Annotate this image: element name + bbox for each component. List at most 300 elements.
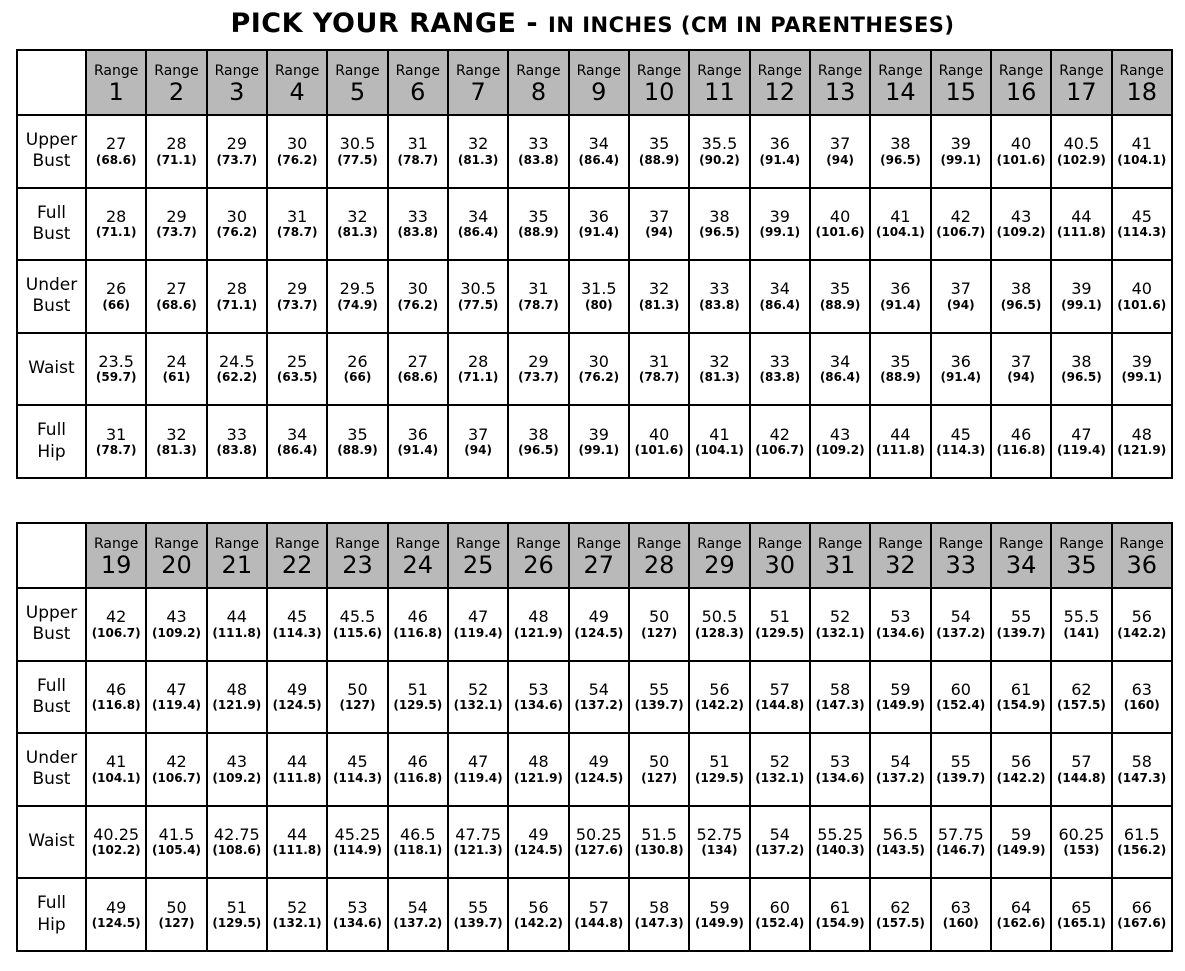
value-inches: 35 xyxy=(528,206,549,226)
value-cm: (167.6) xyxy=(1117,915,1167,930)
value-inches: 43 xyxy=(166,607,187,627)
range-number: 11 xyxy=(704,77,735,106)
value-cm: (144.8) xyxy=(1056,770,1106,785)
value-cm: (76.2) xyxy=(276,152,318,167)
value-inches: 27 xyxy=(166,279,187,299)
value-cm: (124.5) xyxy=(91,915,141,930)
value-cm: (81.3) xyxy=(337,225,378,240)
measurement-cell xyxy=(629,260,689,333)
value-inches: 24 xyxy=(166,351,187,371)
value-inches: 51.5 xyxy=(641,824,677,844)
value-cm: (132.1) xyxy=(755,770,805,785)
value-cm: (86.4) xyxy=(457,225,499,240)
value-inches: 27 xyxy=(105,134,127,154)
value-cm: (137.2) xyxy=(574,698,624,713)
value-inches: 42 xyxy=(105,607,127,627)
value-inches: 48 xyxy=(1131,424,1152,444)
range-header-cell xyxy=(689,50,749,115)
value-cm: (96.5) xyxy=(1000,297,1042,312)
range-number: 20 xyxy=(161,550,192,579)
measurement-cell xyxy=(1112,806,1172,879)
measurement-cell xyxy=(327,733,387,806)
value-inches: 32 xyxy=(166,424,187,444)
value-inches: 62 xyxy=(1071,679,1092,699)
measurement-cell xyxy=(931,333,991,406)
value-cm: (78.7) xyxy=(276,225,318,240)
range-word: Range xyxy=(636,535,682,552)
value-inches: 41 xyxy=(1131,134,1152,154)
value-inches: 46.5 xyxy=(399,824,436,844)
size-table-ranges-19-36 xyxy=(16,522,1173,952)
value-inches: 55 xyxy=(1010,607,1032,627)
measurement-cell xyxy=(991,878,1051,951)
measurement-cell xyxy=(750,115,810,188)
value-inches: 54 xyxy=(407,897,428,917)
range-number: 15 xyxy=(945,77,977,106)
value-inches: 48 xyxy=(528,752,549,772)
value-cm: (132.1) xyxy=(815,625,865,640)
range-number: 7 xyxy=(470,77,486,106)
range-word: Range xyxy=(1119,535,1164,552)
range-number: 35 xyxy=(1066,550,1097,579)
value-inches: 47 xyxy=(467,752,489,772)
value-inches: 62 xyxy=(890,897,911,917)
value-cm: (91.4) xyxy=(940,370,982,385)
value-inches: 60 xyxy=(769,897,790,917)
value-cm: (119.4) xyxy=(453,770,503,785)
measurement-cell xyxy=(689,188,749,261)
value-cm: (139.7) xyxy=(936,770,986,785)
measurement-cell xyxy=(870,405,930,478)
value-cm: (78.7) xyxy=(95,442,137,457)
value-cm: (102.2) xyxy=(91,843,141,858)
value-inches: 45 xyxy=(950,424,971,444)
title-subtitle: IN INCHES (CM IN PARENTHESES) xyxy=(548,13,955,37)
value-inches: 66 xyxy=(1131,897,1152,917)
measurement-cell xyxy=(870,333,930,406)
measurement-cell xyxy=(448,588,508,661)
value-cm: (139.7) xyxy=(634,698,684,713)
measurement-cell xyxy=(207,806,267,879)
value-inches: 32 xyxy=(467,134,489,154)
value-inches: 36 xyxy=(769,134,790,154)
value-cm: (129.5) xyxy=(393,698,443,713)
value-inches: 34 xyxy=(286,424,308,444)
measurement-cell xyxy=(810,333,870,406)
measurement-cell xyxy=(991,188,1051,261)
range-word: Range xyxy=(154,62,199,79)
measurement-cell xyxy=(1051,878,1111,951)
measurement-cell xyxy=(629,806,689,879)
row-label: Waist xyxy=(17,806,86,879)
range-header-cell xyxy=(508,50,568,115)
range-header-cell xyxy=(86,523,146,588)
measurement-cell xyxy=(1112,260,1172,333)
value-cm: (142.2) xyxy=(1117,625,1167,640)
value-inches: 34 xyxy=(588,134,609,154)
value-cm: (154.9) xyxy=(815,915,865,930)
value-inches: 55 xyxy=(467,897,489,917)
value-cm: (116.8) xyxy=(91,698,141,713)
value-cm: (86.4) xyxy=(276,442,318,457)
measurement-cell xyxy=(267,806,327,879)
measurement-cell xyxy=(750,188,810,261)
value-inches: 37 xyxy=(950,279,971,299)
value-cm: (101.6) xyxy=(1117,297,1167,312)
measurement-row xyxy=(17,260,1172,333)
measurement-cell xyxy=(508,115,568,188)
value-inches: 28 xyxy=(105,206,127,226)
value-cm: (91.4) xyxy=(578,225,620,240)
range-number: 33 xyxy=(945,550,977,579)
value-cm: (66) xyxy=(102,297,130,312)
value-inches: 38 xyxy=(1010,279,1032,299)
value-cm: (121.3) xyxy=(453,843,503,858)
value-inches: 59 xyxy=(890,679,911,699)
measurement-cell xyxy=(86,333,146,406)
measurement-cell xyxy=(991,806,1051,879)
measurement-cell xyxy=(569,260,629,333)
value-inches: 35 xyxy=(648,134,670,154)
measurement-cell xyxy=(931,188,991,261)
measurement-cell xyxy=(750,333,810,406)
measurement-cell xyxy=(267,588,327,661)
value-cm: (76.2) xyxy=(397,297,439,312)
measurement-cell xyxy=(388,878,448,951)
value-cm: (149.9) xyxy=(996,843,1046,858)
value-inches: 50 xyxy=(648,607,670,627)
measurement-cell xyxy=(448,878,508,951)
value-cm: (119.4) xyxy=(152,698,201,713)
range-number: 24 xyxy=(402,550,434,579)
range-header-cell xyxy=(569,523,629,588)
value-inches: 32 xyxy=(648,279,670,299)
value-inches: 40 xyxy=(1131,279,1152,299)
title-main: PICK YOUR RANGE xyxy=(230,8,517,39)
value-cm: (137.2) xyxy=(936,625,986,640)
measurement-cell xyxy=(689,588,749,661)
measurement-cell xyxy=(870,588,930,661)
measurement-cell xyxy=(267,405,327,478)
measurement-cell xyxy=(931,588,991,661)
value-inches: 30 xyxy=(588,351,609,371)
range-header-cell xyxy=(629,50,689,115)
value-cm: (116.8) xyxy=(393,625,443,640)
value-cm: (71.1) xyxy=(216,297,258,312)
value-cm: (81.3) xyxy=(156,442,197,457)
measurement-cell xyxy=(146,733,206,806)
value-cm: (130.8) xyxy=(634,843,684,858)
value-inches: 31 xyxy=(407,134,428,154)
value-inches: 57 xyxy=(1071,752,1092,772)
value-cm: (104.1) xyxy=(1117,152,1167,167)
range-header-cell xyxy=(991,50,1051,115)
value-inches: 31 xyxy=(648,351,670,371)
measurement-cell xyxy=(689,260,749,333)
row-label: Waist xyxy=(17,333,86,406)
value-cm: (134.6) xyxy=(513,698,563,713)
range-header-cell xyxy=(327,523,387,588)
value-cm: (106.7) xyxy=(936,225,986,240)
measurement-cell xyxy=(1112,405,1172,478)
measurement-cell xyxy=(267,115,327,188)
value-inches: 38 xyxy=(1071,351,1092,371)
measurement-cell xyxy=(146,405,206,478)
value-cm: (124.5) xyxy=(574,625,624,640)
value-inches: 29 xyxy=(166,206,187,226)
value-inches: 56.5 xyxy=(882,824,919,844)
value-inches: 34 xyxy=(769,279,790,299)
value-inches: 39 xyxy=(950,134,971,154)
range-header-cell xyxy=(327,50,387,115)
measurement-cell xyxy=(750,806,810,879)
range-word: Range xyxy=(576,62,621,79)
measurement-cell xyxy=(388,661,448,734)
measurement-cell xyxy=(689,333,749,406)
measurement-cell xyxy=(207,733,267,806)
measurement-cell xyxy=(750,878,810,951)
range-number: 12 xyxy=(764,77,796,106)
range-number: 28 xyxy=(643,550,675,579)
range-word: Range xyxy=(516,535,561,552)
range-number: 18 xyxy=(1126,77,1158,106)
measurement-cell xyxy=(931,806,991,879)
measurement-cell xyxy=(146,333,206,406)
value-inches: 59 xyxy=(1010,824,1032,844)
value-cm: (61) xyxy=(162,370,191,385)
measurement-cell xyxy=(146,115,206,188)
value-cm: (162.6) xyxy=(996,915,1046,930)
value-cm: (152.4) xyxy=(936,698,986,713)
size-table-ranges-1-18 xyxy=(16,49,1173,479)
value-inches: 30 xyxy=(407,279,428,299)
value-cm: (124.5) xyxy=(272,698,322,713)
value-cm: (76.2) xyxy=(216,225,258,240)
measurement-cell xyxy=(750,405,810,478)
range-word: Range xyxy=(395,535,440,552)
value-cm: (96.5) xyxy=(699,225,740,240)
range-header-cell xyxy=(388,50,448,115)
measurement-cell xyxy=(448,260,508,333)
range-word: Range xyxy=(93,535,139,552)
value-inches: 34 xyxy=(467,206,489,226)
measurement-cell xyxy=(931,260,991,333)
measurement-cell xyxy=(569,405,629,478)
measurement-cell xyxy=(1112,878,1172,951)
value-inches: 40 xyxy=(829,206,851,226)
measurement-cell xyxy=(86,661,146,734)
value-cm: (106.7) xyxy=(91,625,141,640)
value-cm: (73.7) xyxy=(156,225,197,240)
value-inches: 28 xyxy=(226,279,247,299)
range-header-cell xyxy=(870,523,930,588)
measurement-cell xyxy=(629,733,689,806)
value-inches: 53 xyxy=(347,897,368,917)
value-cm: (134.6) xyxy=(333,915,382,930)
value-inches: 52 xyxy=(286,897,308,917)
measurement-cell xyxy=(1051,115,1111,188)
value-inches: 45.5 xyxy=(339,607,376,627)
range-header-cell xyxy=(508,523,568,588)
value-cm: (88.9) xyxy=(638,152,680,167)
value-inches: 64 xyxy=(1010,897,1032,917)
value-cm: (157.5) xyxy=(875,915,925,930)
value-inches: 37 xyxy=(467,424,489,444)
value-inches: 50 xyxy=(166,897,187,917)
value-cm: (129.5) xyxy=(755,625,805,640)
measurement-cell xyxy=(689,115,749,188)
value-cm: (101.6) xyxy=(634,442,684,457)
value-cm: (68.6) xyxy=(95,152,137,167)
value-cm: (59.7) xyxy=(95,370,137,385)
value-inches: 61.5 xyxy=(1123,824,1160,844)
value-inches: 58 xyxy=(1131,752,1152,772)
value-cm: (104.1) xyxy=(875,225,925,240)
value-cm: (119.4) xyxy=(453,625,503,640)
value-inches: 44 xyxy=(1071,206,1092,226)
value-cm: (94) xyxy=(645,225,673,240)
measurement-cell xyxy=(689,806,749,879)
range-word: Range xyxy=(576,535,621,552)
value-cm: (124.5) xyxy=(513,843,563,858)
range-number: 17 xyxy=(1066,77,1097,106)
range-word: Range xyxy=(274,535,320,552)
measurement-cell xyxy=(750,661,810,734)
range-number: 8 xyxy=(530,77,547,106)
measurement-cell xyxy=(508,405,568,478)
measurement-cell xyxy=(207,115,267,188)
value-inches: 52.75 xyxy=(696,824,743,844)
value-inches: 44 xyxy=(226,607,247,627)
range-number: 22 xyxy=(281,550,313,579)
value-cm: (134.6) xyxy=(875,625,925,640)
value-inches: 53 xyxy=(829,752,851,772)
row-label: Under Bust xyxy=(17,733,86,806)
measurement-cell xyxy=(388,115,448,188)
value-inches: 45 xyxy=(1131,206,1152,226)
range-number: 2 xyxy=(168,77,185,106)
value-cm: (88.9) xyxy=(819,297,861,312)
value-cm: (165.1) xyxy=(1056,915,1106,930)
measurement-cell xyxy=(508,588,568,661)
title-separator: - xyxy=(516,8,548,39)
measurement-cell xyxy=(146,188,206,261)
value-inches: 41 xyxy=(709,424,730,444)
measurement-cell xyxy=(267,333,327,406)
measurement-cell xyxy=(508,733,568,806)
range-number: 9 xyxy=(591,77,607,106)
value-inches: 30 xyxy=(286,134,308,154)
measurement-cell xyxy=(931,733,991,806)
value-inches: 42 xyxy=(166,752,187,772)
measurement-cell xyxy=(267,260,327,333)
value-inches: 33 xyxy=(407,206,428,226)
measurement-row xyxy=(17,333,1172,406)
measurement-cell xyxy=(508,806,568,879)
value-inches: 50.25 xyxy=(575,824,622,844)
range-header-cell xyxy=(1112,523,1172,588)
value-cm: (109.2) xyxy=(996,225,1046,240)
corner-cell xyxy=(17,523,86,588)
value-inches: 26 xyxy=(347,351,368,371)
measurement-cell xyxy=(810,260,870,333)
row-label: Upper Bust xyxy=(17,115,86,188)
value-inches: 36 xyxy=(588,206,609,226)
value-inches: 28 xyxy=(467,351,489,371)
measurement-cell xyxy=(388,260,448,333)
range-header-cell xyxy=(267,523,327,588)
value-inches: 58 xyxy=(648,897,670,917)
value-cm: (152.4) xyxy=(755,915,805,930)
measurement-cell xyxy=(448,733,508,806)
measurement-cell xyxy=(569,806,629,879)
range-word: Range xyxy=(938,62,983,79)
measurement-cell xyxy=(870,661,930,734)
value-inches: 39 xyxy=(769,206,790,226)
value-cm: (115.6) xyxy=(333,625,382,640)
value-cm: (139.7) xyxy=(453,915,503,930)
value-cm: (119.4) xyxy=(1056,442,1106,457)
value-cm: (77.5) xyxy=(457,297,499,312)
value-inches: 40.25 xyxy=(93,824,140,844)
measurement-cell xyxy=(508,188,568,261)
row-label: Full Bust xyxy=(17,661,86,734)
value-inches: 33 xyxy=(709,279,730,299)
value-inches: 29 xyxy=(528,351,549,371)
measurement-cell xyxy=(569,733,629,806)
range-word: Range xyxy=(998,535,1044,552)
value-cm: (147.3) xyxy=(815,698,865,713)
value-cm: (99.1) xyxy=(1121,370,1163,385)
value-inches: 57.75 xyxy=(937,824,984,844)
value-inches: 29.5 xyxy=(339,279,376,299)
value-inches: 27 xyxy=(407,351,428,371)
value-inches: 41 xyxy=(890,206,911,226)
range-header-row xyxy=(17,523,1172,588)
range-header-cell xyxy=(931,50,991,115)
measurement-cell xyxy=(207,588,267,661)
value-cm: (114.3) xyxy=(1117,225,1167,240)
measurement-cell xyxy=(327,188,387,261)
value-cm: (139.7) xyxy=(996,625,1046,640)
range-word: Range xyxy=(516,62,561,79)
value-cm: (114.9) xyxy=(333,843,382,858)
measurement-cell xyxy=(810,806,870,879)
range-word: Range xyxy=(455,535,501,552)
measurement-cell xyxy=(810,588,870,661)
value-inches: 29 xyxy=(286,279,308,299)
range-word: Range xyxy=(878,62,923,79)
value-inches: 43 xyxy=(1010,206,1032,226)
range-number: 34 xyxy=(1005,550,1037,579)
measurement-cell xyxy=(207,333,267,406)
value-cm: (81.3) xyxy=(699,370,740,385)
range-word: Range xyxy=(93,62,139,79)
value-cm: (86.4) xyxy=(759,297,801,312)
value-inches: 49 xyxy=(528,824,549,844)
value-inches: 51 xyxy=(769,607,790,627)
range-word: Range xyxy=(757,62,802,79)
value-cm: (160) xyxy=(942,915,979,930)
value-inches: 41 xyxy=(105,752,127,772)
value-cm: (141) xyxy=(1063,625,1100,640)
measurement-cell xyxy=(146,878,206,951)
measurement-cell xyxy=(388,188,448,261)
measurement-cell xyxy=(207,878,267,951)
value-cm: (99.1) xyxy=(759,225,801,240)
measurement-cell xyxy=(508,260,568,333)
measurement-cell xyxy=(86,405,146,478)
